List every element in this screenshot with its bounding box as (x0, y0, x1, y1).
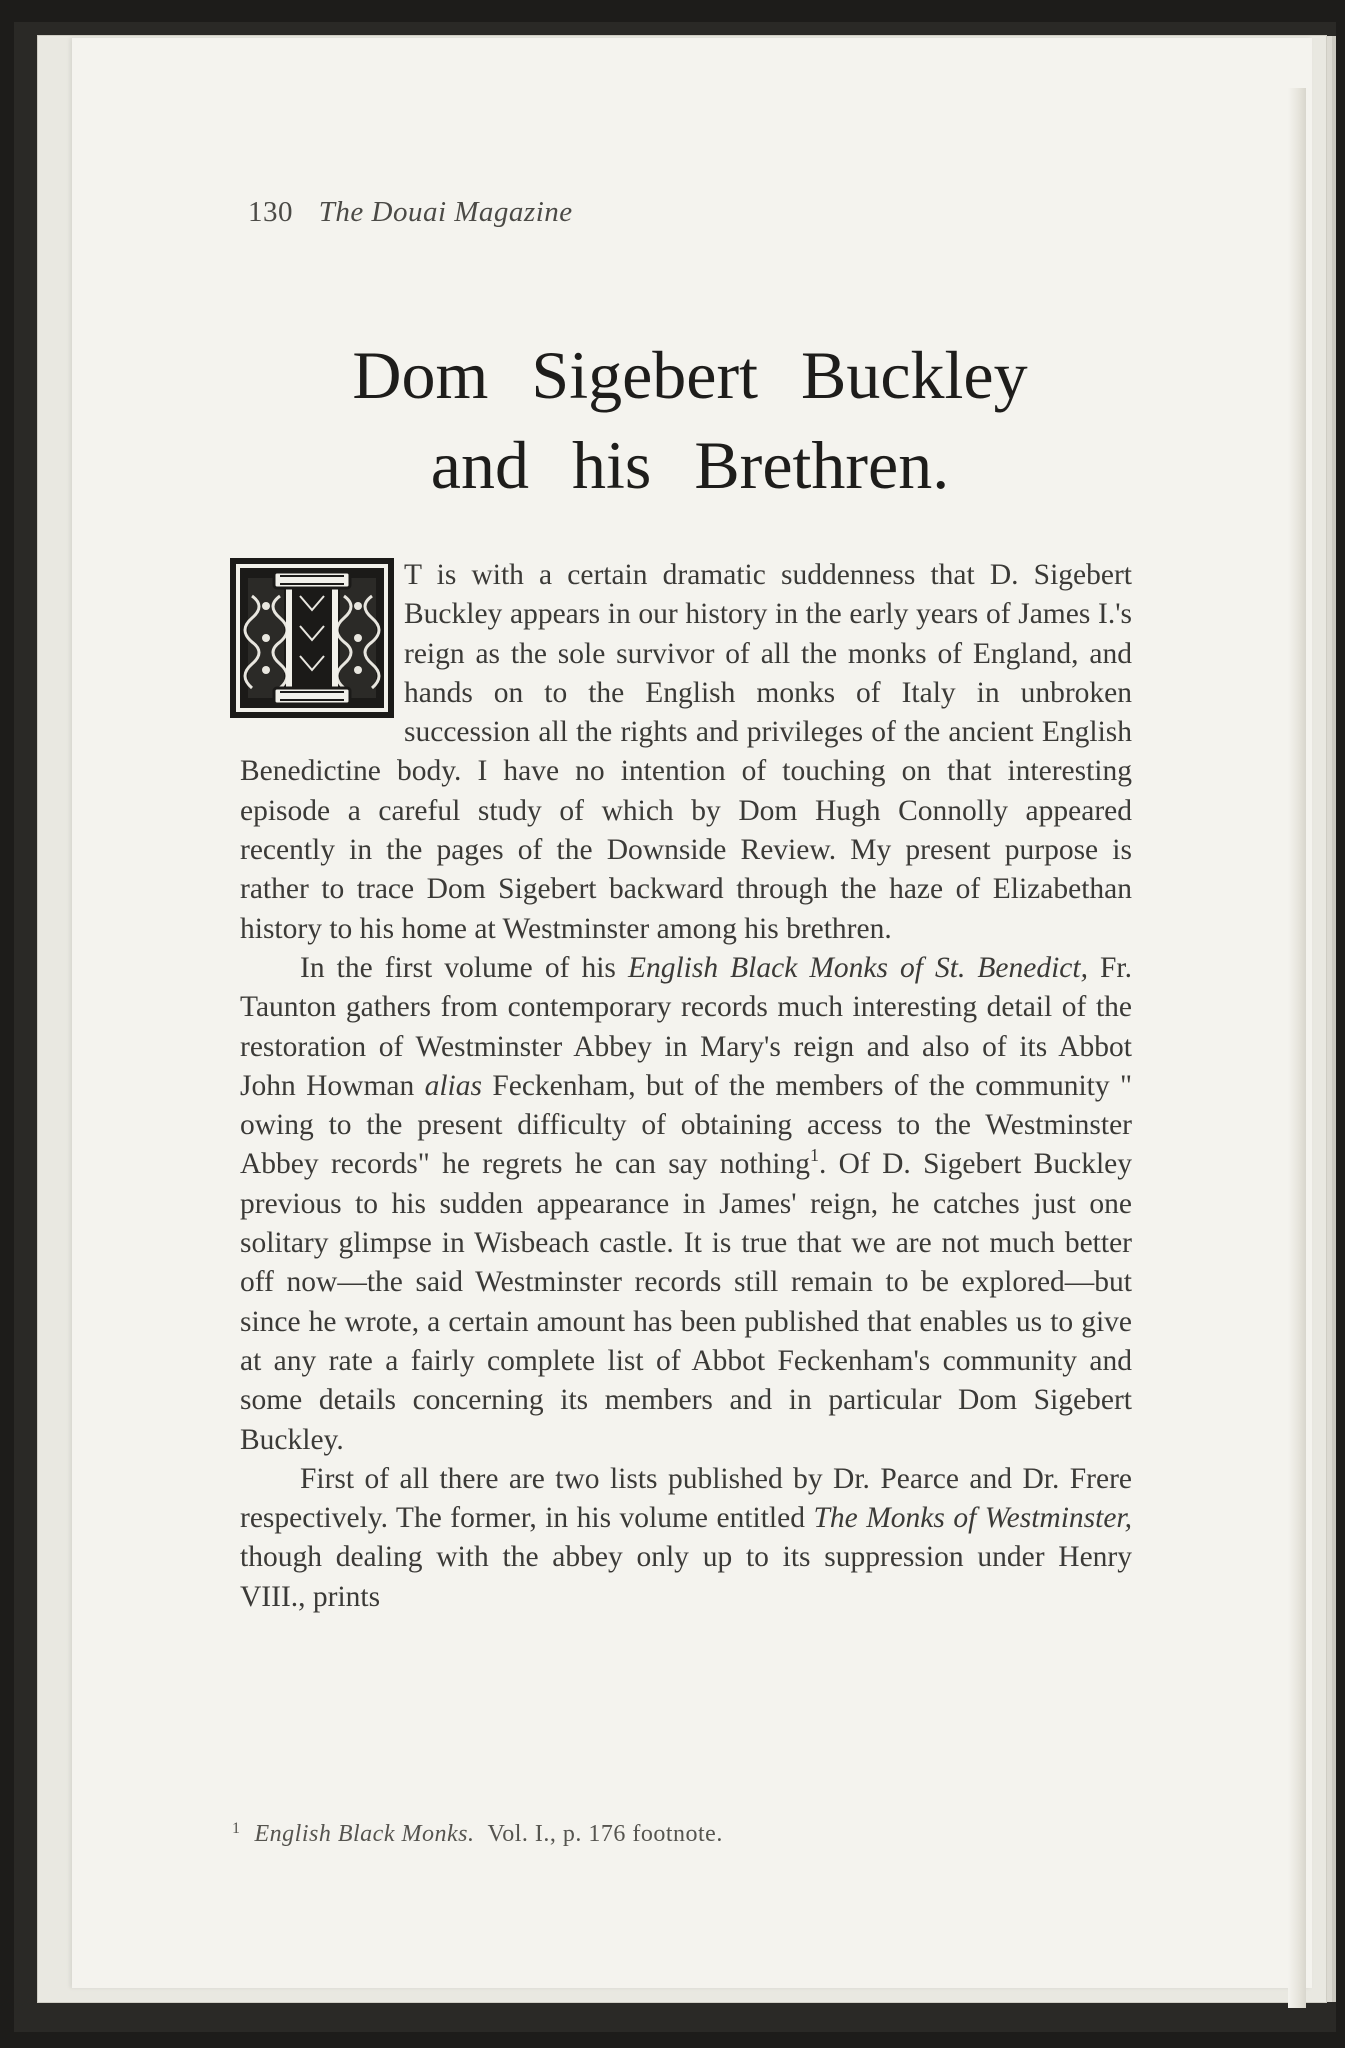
footnote-reference[interactable]: 1 (809, 1145, 819, 1166)
article-title (250, 330, 1130, 510)
paragraph-2-intro: In the first volume of his (300, 951, 628, 984)
footnote (232, 1820, 1132, 1848)
article-body (240, 556, 1132, 1617)
paragraph-2 (240, 949, 1132, 1460)
paragraph-2-text-c: . Of D. Sigebert Buckley previous to his sudden appearance in James' reign, he catches just one solitary glimpse in Wisbeach castle. It is true that we are not much better off now—the said Westminster records still remain to be explored—but since he wrote, a certain amount has been published that enables us to give at any rate a fairly complete list of Abbot Feckenham's community and some details concerning its members and in particular Dom Sigebert Buckley. (240, 1148, 1132, 1456)
book-title-english-black-monks: English Black Monks of St. Benedict, (627, 951, 1088, 984)
paragraph-2-text-b: Feckenham, but of the members of the community " owing to the present difficulty of obtaining access to the Westminster Abbey records" he regrets he can say nothing (240, 1069, 1132, 1181)
drop-cap-space (240, 556, 404, 750)
title-line-1: Dom Sigebert Buckley (352, 337, 1028, 413)
title-line-2: and his Brethren. (430, 427, 950, 503)
page-edge (1288, 88, 1306, 2008)
paragraph-1: T is with a certain dramatic suddenness that D. Sigebert Buckley appears in our history in the early years of James I.'s reign as the sole survivor of all the monks of England, and hands on to the English monks of Italy in unbroken succession all the rights and privileges of the ancient English Benedictine body. I have no intention of touching on that interesting episode a careful study of which by Dom Hugh Connolly appeared recently in the pages of the Downside Review. My present purpose is rather to trace Dom Sigebert backward through the haze of Elizabethan history to his home at Westminster among his brethren. (240, 559, 1132, 945)
page-number: 130 (248, 196, 293, 228)
paragraph-2-text-a: Fr. Taunton gathers from contemporary records much interesting detail of the restoration of Westminster Abbey in Mary's reign and also of its Abbot John Howman (240, 951, 1132, 1102)
paragraph-3-intro: First of all there are two lists published by Dr. Pearce and Dr. Frere respectively. The former, in his volume entitled (240, 1462, 1132, 1535)
running-head (248, 196, 573, 229)
footnote-title: English Black Monks. (254, 1821, 475, 1847)
footnote-marker: 1 (232, 1820, 241, 1837)
paragraph-3-rest: though dealing with the abbey only up to its suppression under Henry VIII., prints (240, 1541, 1132, 1613)
paragraph-3 (240, 1460, 1132, 1617)
book-title-monks-of-westminster: The Monks of Westminster, (813, 1502, 1132, 1535)
alias-word: alias (424, 1069, 482, 1102)
magazine-title: The Douai Magazine (318, 196, 573, 228)
footnote-text: Vol. I., p. 176 footnote. (487, 1821, 723, 1847)
